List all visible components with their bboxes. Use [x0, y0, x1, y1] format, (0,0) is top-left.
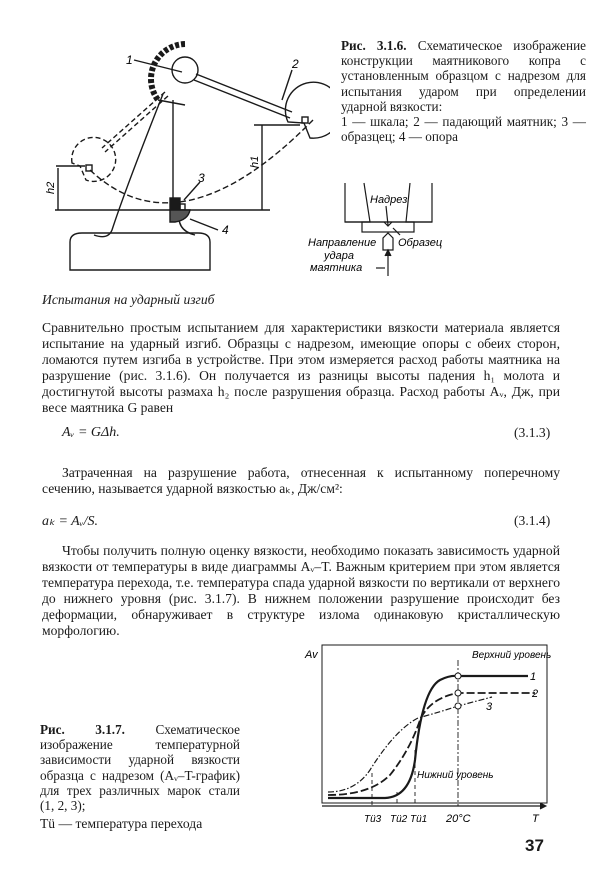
x-tick-tu2: Tü2 [390, 814, 408, 825]
caption-text: Схематическое изображение конструкции маятникового копра с установленным образцом с надрезом для испытания ударом при определении ударной вязкости: [341, 38, 586, 114]
page-number: 37 [525, 836, 544, 855]
label-1: 1 [126, 53, 133, 67]
direction-label-2: удара [324, 250, 354, 262]
series-2-label: 2 [532, 688, 539, 700]
notch-detail-diagram [300, 170, 480, 285]
pendulum-tester-diagram [30, 30, 330, 290]
section-heading: Испытания на ударный изгиб [42, 292, 215, 307]
av-t-chart [300, 640, 570, 840]
x-tick-tu1: Tü1 [410, 814, 428, 825]
caption-label: Рис. 3.1.7. [40, 722, 125, 737]
upper-level-label: Верхний уровень [472, 650, 552, 661]
series-1-label: 1 [530, 671, 537, 683]
specimen-label: Образец [398, 237, 443, 249]
label-2: 2 [292, 57, 299, 71]
caption-legend: 1 — шкала; 2 — падающий маятник; 3 — образцец; 4 — опора [341, 114, 586, 145]
figure-3-1-7-caption [40, 722, 240, 831]
label-4: 4 [222, 223, 229, 237]
direction-label-3: маятника [310, 262, 363, 274]
notch-label: Надрез [370, 194, 408, 206]
x-tick-20c: 20°C [446, 813, 471, 825]
paragraph-1: Сравнительно простым испытанием для характеристики вязкости материала является испытание на ударный изгиб. Образцы с надрезом, имеющие опоры с обеих сторон, ломаются путем изгиба в устройстве. При этом измеряется расход работы маятника на разрушение (рис. 3.1.6). Он получается из разницы высоты падения h₁ молота и достигнутой высоты размаха h₂ после разрушения образца. Расход работы Aᵥ, Дж, при весе маятника G равен [42, 320, 560, 415]
equation-3-1-3: Aᵥ = GΔh. [62, 425, 120, 440]
label-3: 3 [198, 171, 205, 185]
x-tick-tu3: Tü3 [364, 814, 382, 825]
x-axis-label: T [532, 813, 539, 825]
equation-number-3-1-3: (3.1.3) [514, 425, 551, 440]
paragraph-2: Затраченная на разрушение работа, отнесенная к испытанному поперечному сечению, называется ударной вязкостью aₖ, Дж/см²: [42, 465, 560, 496]
caption-label: Рис. 3.1.6. [341, 38, 407, 53]
lower-level-label: Нижний уровень [417, 770, 494, 781]
figure-3-1-6-caption [341, 38, 586, 144]
equation-3-1-4: aₖ = Aᵥ/S. [42, 514, 99, 529]
caption-tail: Tü — температура перехода [40, 816, 203, 832]
direction-label-1: Направление [308, 237, 377, 249]
paragraph-3: Чтобы получить полную оценку вязкости, необходимо показать зависимость ударной вязкости от температуры в виде диаграммы Aᵥ–T. Важным критерием при этом является температура перехода, т.е. температура спада ударной вязкости по вертикали от верхнего до нижнего уровня (рис. 3.1.7). В нижнем положении разрушение происходит без деформации, обнаруживает в структуре излома одинаковую кристаллическую морфологию. [42, 543, 560, 638]
label-h2: h2 [45, 181, 57, 194]
y-axis-label: Av [305, 649, 318, 661]
label-h1: h1 [249, 155, 261, 168]
equation-number-3-1-4: (3.1.4) [514, 513, 551, 528]
series-3-label: 3 [486, 701, 493, 713]
caption-text: Схематическое изображение температурной зависимости ударной вязкости образца с надрезом (Aᵥ–T-график) для трех различных марок стали (1, 2, 3); [40, 722, 240, 814]
